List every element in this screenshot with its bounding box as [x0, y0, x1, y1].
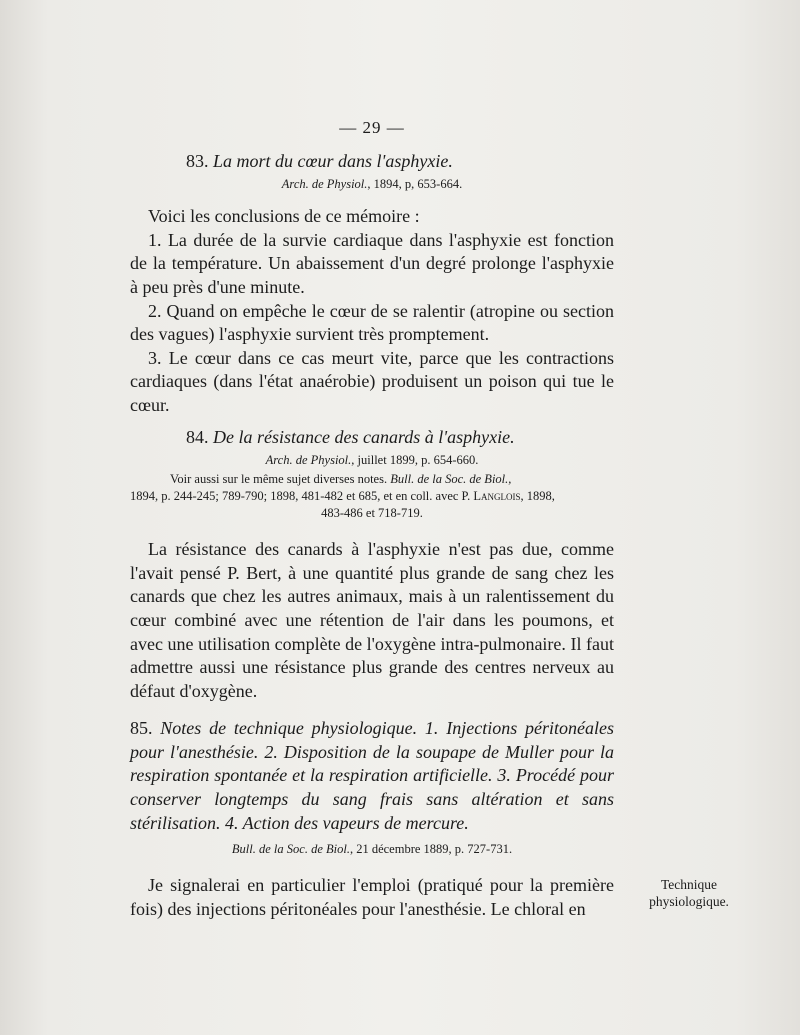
section-number: 85.: [130, 718, 153, 739]
reference-note-journal: Bull. de la Soc. de Biol.,: [390, 472, 512, 487]
section-85: [130, 717, 614, 921]
paragraph: 3. Le cœur dans ce cas meurt vite, parce que les contractions cardiaques (dans l'état anaérobie) produisent un poison qui tue le cœur.: [130, 347, 614, 415]
reference-journal: Arch. de Physiol.: [265, 453, 352, 468]
margin-note: [634, 876, 744, 910]
reference: [130, 452, 614, 469]
reference-note: [130, 471, 614, 522]
section-number: 84.: [186, 426, 209, 447]
reference-details: , juillet 1899, p. 654-660.: [351, 453, 479, 468]
reference-note-author: Langlois: [473, 489, 521, 504]
paragraph: 1. La durée de la survie cardiaque dans l'asphyxie est fonction de la température. Un abaissement d'un degré prolonge l'asphyxie à peu près d'une minute.: [130, 229, 614, 297]
paragraph: Voici les conclusions de ce mémoire :: [148, 206, 420, 227]
margin-note-line: physiologique.: [649, 894, 729, 909]
section-number: 83.: [186, 150, 209, 171]
reference-note-line: [130, 489, 555, 503]
section-heading: [130, 717, 614, 835]
section-title: La mort du cœur dans l'asphyxie.: [213, 150, 453, 171]
paragraph: La résistance des canards à l'asphyxie n'est pas due, comme l'avait pensé P. Bert, à une quantité plus grande de sang chez les canards que chez les autres animaux, mais à un ralentissement du cœur combiné avec une rétention de l'air dans les poumons, et avec une utilisation complète de l'oxygène intra-pulmonaire. Il faut admettre aussi une résistance plus grande des centres nerveux au défaut d'oxygène.: [130, 539, 614, 701]
section-heading: [130, 426, 614, 450]
paragraph: 2. Quand on empêche le cœur de se ralentir (atropine ou section des vagues) l'asphyxie survient très promptement.: [130, 300, 614, 345]
spacer: [130, 703, 614, 717]
section-title: Notes de technique physiologique. 1. Injections péritonéales pour l'anesthésie. 2. Disposition de la soupape de Muller pour la respiration spontanée et la respiration artificielle. 3. Procédé pour conserver longtemps du sang frais sans altération et sans stérilisation. 4. Action des vapeurs de mercure.: [130, 718, 614, 833]
reference-journal: Arch. de Physiol.: [281, 177, 368, 192]
text-column: [130, 116, 614, 921]
paragraph: Je signalerai en particulier l'emploi (pratiqué pour la première fois) des injections péritonéales pour l'anesthésie. Le chloral en: [130, 875, 614, 919]
section-title: De la résistance des canards à l'asphyxie.: [213, 426, 515, 447]
reference-note-text: Voir aussi sur le même sujet diverses notes.: [170, 472, 391, 487]
reference-note-text: , 1898,: [520, 489, 555, 504]
reference-note-line: 483-486 et 718-719.: [321, 506, 423, 521]
section-heading: [130, 150, 614, 174]
margin-note-line: Technique: [660, 877, 718, 892]
reference-note-line: [130, 471, 614, 488]
reference-details: , 21 décembre 1889, p. 727-731.: [349, 842, 513, 857]
reference-note-text: 1894, p. 244-245; 789-790; 1898, 481-482 et 685, et en coll. avec P.: [130, 489, 474, 504]
reference: [130, 841, 614, 858]
section-84: [130, 426, 614, 704]
reference: [130, 176, 614, 193]
reference-journal: Bull. de la Soc. de Biol.: [231, 842, 350, 857]
page-number: — 29 —: [339, 118, 405, 137]
reference-details: , 1894, p, 653-664.: [367, 177, 463, 192]
section-83: [130, 150, 614, 418]
